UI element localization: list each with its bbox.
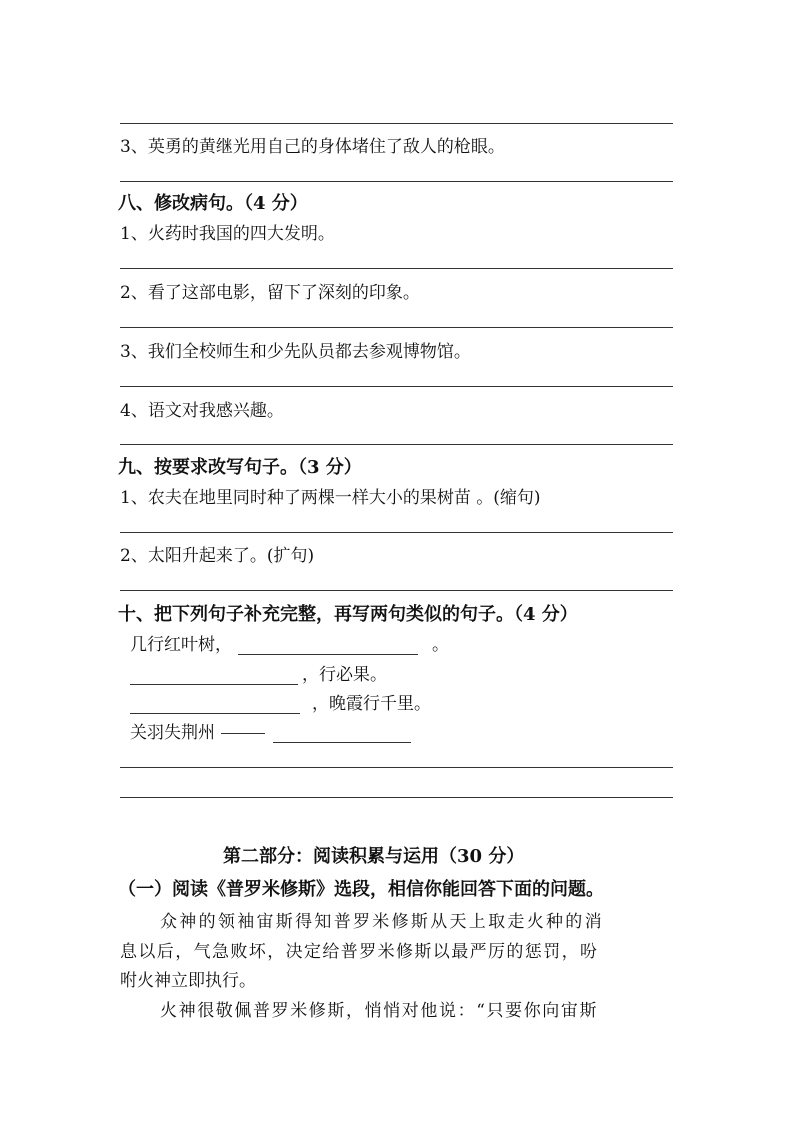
section-heading: 八、修改病句。（4 分） [118, 193, 308, 214]
question-item: 4、语文对我感兴趣。 [120, 401, 284, 421]
question-item: 1、农夫在地里同时种了两棵一样大小的果树苗 。(缩句) [120, 488, 541, 508]
question-item: 3、英勇的黄继光用自己的身体堵住了敌人的枪眼。 [120, 137, 505, 157]
fill-suffix: ，晚霞行千里。 [312, 694, 431, 714]
fill-suffix: 。 [432, 635, 449, 655]
fill-line-4 [130, 718, 411, 743]
fill-blank[interactable] [130, 695, 300, 714]
fill-line-2 [130, 660, 387, 685]
dash-separator [221, 733, 265, 734]
passage-line: 众神的领袖宙斯得知普罗米修斯从天上取走火种的消 [160, 912, 604, 932]
part-title: 第二部分：阅读积累与运用（30 分） [223, 846, 525, 867]
fill-blank[interactable] [238, 636, 418, 655]
fill-prefix: 几行红叶树， [130, 635, 232, 655]
section-heading: 十、把下列句子补充完整，再写两句类似的句子。（4 分） [118, 604, 578, 625]
fill-blank[interactable] [273, 724, 411, 743]
section-heading: 九、按要求改写句子。（3 分） [118, 457, 362, 478]
fill-blank[interactable] [130, 666, 298, 685]
fill-prefix: 关羽失荆州 [130, 723, 215, 743]
question-item: 2、看了这部电影，留下了深刻的印象。 [120, 283, 420, 303]
answer-line[interactable] [120, 590, 673, 591]
passage-line: 火神很敬佩普罗米修斯，悄悄对他说：“只要你向宙斯 [160, 1001, 599, 1021]
answer-line[interactable] [120, 123, 673, 124]
question-item: 1、火药时我国的四大发明。 [120, 224, 335, 244]
answer-line[interactable] [120, 268, 673, 269]
answer-line[interactable] [120, 181, 673, 182]
answer-line[interactable] [120, 386, 673, 387]
reading-subtitle: （一）阅读《普罗米修斯》选段，相信你能回答下面的问题。 [118, 879, 604, 900]
question-item: 3、我们全校师生和少先队员都去参观博物馆。 [120, 342, 471, 362]
fill-line-1 [130, 630, 449, 655]
answer-line[interactable] [120, 327, 673, 328]
question-item: 2、太阳升起来了。(扩句) [120, 546, 315, 566]
answer-line[interactable] [120, 444, 673, 445]
answer-line[interactable] [120, 797, 673, 798]
passage-line: 咐火神立即执行。 [120, 971, 256, 991]
fill-line-3 [130, 689, 431, 714]
fill-suffix: ，行必果。 [302, 665, 387, 685]
answer-line[interactable] [120, 532, 673, 533]
answer-line[interactable] [120, 767, 673, 768]
passage-line: 息以后，气急败坏，决定给普罗米修斯以最严厉的惩罚，吩 [120, 942, 599, 962]
